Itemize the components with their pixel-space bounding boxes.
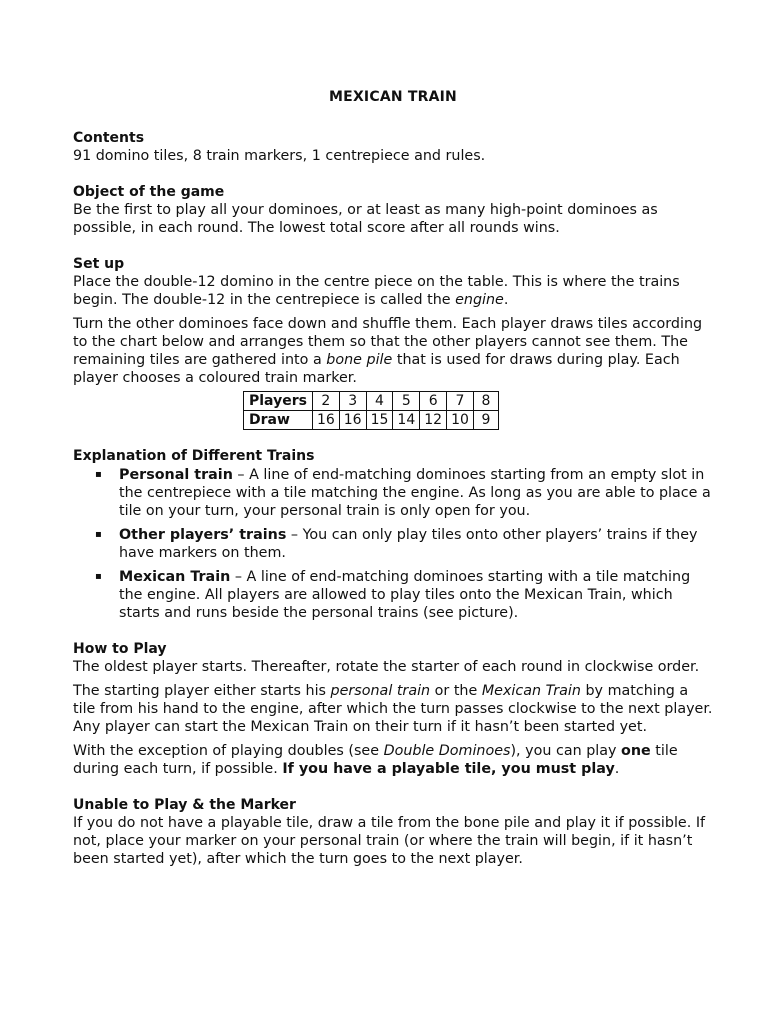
bullet-icon: ▪: [95, 529, 102, 540]
howto-p2-text: The starting player either starts his: [73, 683, 331, 699]
contents-section: [73, 129, 713, 165]
personal-train-term: personal train: [330, 683, 431, 699]
train-description: – You can only play tiles onto other players’ trains if they have markers on them.: [119, 527, 698, 561]
draw-cell: 9: [473, 411, 498, 430]
must-play-emphasis: If you have a playable tile, you must play: [282, 761, 615, 777]
draw-cell: 12: [420, 411, 447, 430]
engine-term: engine: [455, 292, 504, 308]
train-label: Personal train: [119, 467, 233, 483]
howto-paragraph-3: [73, 742, 713, 778]
list-item: [73, 466, 713, 520]
one-emphasis: one: [621, 743, 651, 759]
unable-section: [73, 796, 713, 868]
players-cell: 2: [312, 392, 339, 411]
howto-p3-end: .: [614, 761, 620, 777]
bullet-icon: ▪: [95, 571, 102, 582]
page-title: MEXICAN TRAIN: [329, 89, 457, 105]
players-cell: 5: [393, 392, 420, 411]
players-cell: 7: [447, 392, 474, 411]
unable-text: If you do not have a playable tile, draw a tile from the bone pile and play it if possible. If not, place your marker on your personal train (or where the train will begin, if it hasn’t been started yet), after which the turn goes to the next player.: [73, 815, 706, 867]
contents-heading: Contents: [73, 130, 145, 146]
double-dominoes-term: Double Dominoes: [383, 743, 511, 759]
howto-heading: How to Play: [73, 641, 167, 657]
train-description: – A line of end-matching dominoes starting from an empty slot in the centrepiece with a tile matching the engine. As long as you are able to place a tile on your turn, your personal train is only open for you.: [119, 467, 711, 519]
draw-row: [244, 411, 499, 430]
object-section: [73, 183, 713, 237]
howto-p3-text: ), you can play: [510, 743, 622, 759]
draw-cell: 16: [312, 411, 339, 430]
unable-heading: Unable to Play & the Marker: [73, 797, 296, 813]
setup-p1-end: .: [503, 292, 509, 308]
players-cell: 4: [366, 392, 393, 411]
train-label: Other players’ trains: [119, 527, 287, 543]
setup-p1-text: Place the double-12 domino in the centre piece on the table. This is where the trains begin. The double-12 in the centrepiece is called the: [73, 274, 680, 308]
list-item: [73, 568, 713, 622]
players-cell: 6: [420, 392, 447, 411]
setup-p2-end: that is used for draws during play. Each player chooses a coloured train marker.: [73, 352, 680, 386]
draw-cell: 15: [366, 411, 393, 430]
trains-list: [73, 466, 713, 622]
document-body: [73, 88, 713, 886]
trains-section: [73, 447, 713, 622]
train-description: – A line of end-matching dominoes starting with a tile matching the engine. All players are allowed to play tiles onto the Mexican Train, which starts and runs beside the personal trains (see picture).: [119, 569, 691, 621]
players-row-label: Players: [244, 392, 313, 411]
draw-cell: 16: [339, 411, 366, 430]
draw-cell: 10: [447, 411, 474, 430]
draw-cell: 14: [393, 411, 420, 430]
players-row: [244, 392, 499, 411]
draw-row-label: Draw: [244, 411, 313, 430]
setup-section: [73, 255, 713, 430]
howto-paragraph-1: The oldest player starts. Thereafter, rotate the starter of each round in clockwise order.: [73, 659, 700, 675]
setup-p2-text: Turn the other dominoes face down and shuffle them. Each player draws tiles according to the chart below and arranges them so that the other players cannot see them. The remaining tiles are gathered into a: [73, 316, 703, 368]
howto-p3-text: tile during each turn, if possible.: [73, 743, 678, 777]
bone-pile-term: bone pile: [326, 352, 393, 368]
players-cell: 3: [339, 392, 366, 411]
howto-p3-text: With the exception of playing doubles (see: [73, 743, 384, 759]
object-text: Be the first to play all your dominoes, or at least as many high-point dominoes as possible, in each round. The lowest total score after all rounds wins.: [73, 202, 658, 236]
setup-paragraph-2: [73, 315, 713, 387]
list-item: [73, 526, 713, 562]
object-heading: Object of the game: [73, 184, 225, 200]
howto-section: [73, 640, 713, 778]
bullet-icon: ▪: [95, 469, 102, 480]
players-cell: 8: [473, 392, 498, 411]
draw-table: [243, 391, 499, 430]
setup-paragraph-1: [73, 273, 713, 309]
howto-paragraph-2: [73, 682, 713, 736]
howto-p2-text: or the: [430, 683, 482, 699]
mexican-train-term: Mexican Train: [481, 683, 581, 699]
howto-p2-text: by matching a tile from his hand to the engine, after which the turn passes clockwise to the next player. Any player can start the Mexican Train on their turn if it hasn’t been started yet.: [73, 683, 713, 735]
setup-heading: Set up: [73, 256, 125, 272]
contents-text: 91 domino tiles, 8 train markers, 1 centrepiece and rules.: [73, 148, 486, 164]
trains-heading: Explanation of Different Trains: [73, 448, 315, 464]
train-label: Mexican Train: [119, 569, 231, 585]
